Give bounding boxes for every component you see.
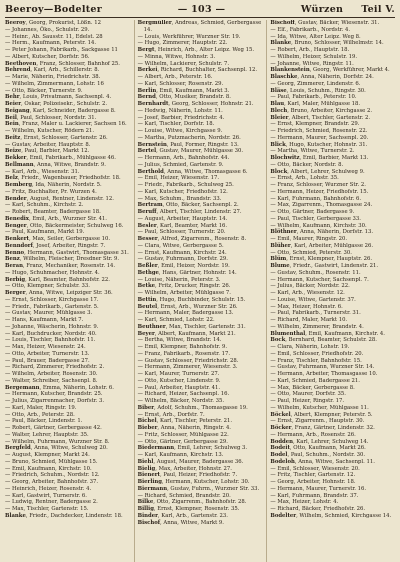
directory-entry: Bernhardt, Georg, Schlosser, Hohnstr. 21. [137, 101, 254, 107]
directory-entry: — Gustav, Schlosser, Friedrichstr. 28. [137, 357, 239, 364]
directory-entry: — Otto, Bäcker, Nordstr. 8. [270, 161, 344, 168]
directory-entry: — Hermann, Heizer, Friedhofstr. 15. [270, 188, 369, 195]
directory-entry: — Hermann, Maurer, Sachsenpl. 20. [270, 134, 369, 141]
directory-entry: — Emil, Maurer, Ringstr. 20. [270, 236, 348, 242]
directory-entry: Beruff, Albert, Tischler, Lindenstr. 27. [137, 209, 242, 215]
directory-entry: Beran, Franz, Mechaniker, Rosenstr. 14. [5, 263, 116, 269]
directory-entry: — Albert, Kutscher, Dorfstr. 56. [5, 53, 90, 60]
directory-entry: Bichel, Karl, Tischler, Peterstr. 21. [137, 418, 233, 425]
directory-entry: — Gustav, Fuhrmann, Wurzner Str. 14. [270, 364, 375, 371]
directory-entry: — Robert, Gärtner, Gerbergasse 42. [5, 425, 102, 431]
directory-entry: Bodeloh, Anna, Witwe, Sachsenpl. 11. [270, 458, 375, 465]
directory-entry: — Karl, Arb., Wiesenstr. 31. [5, 168, 80, 175]
directory-entry: — Louise, Witwe, Kirchgasse 9. [137, 128, 223, 134]
directory-entry: Bernd, Otto, Musiker, Brandstr. 8. [137, 94, 231, 101]
directory-entry: — Minna, Witwe, Hohnstr. 3. [137, 53, 216, 60]
directory-entry: Bienert, Paul, Heizer, Friedhofstr. 7. [137, 472, 238, 479]
directory-entry: — Otto, Arb., Peterstr. 28. [5, 411, 75, 418]
directory-entry: — Gustav, Arbeiter, Hauptstr. 8. [5, 141, 91, 148]
directory-entry: Bieber, Anna, Näherin, Ringstr. 4. [137, 425, 231, 431]
directory-entry: — Herm., Kaufmann, Peterstr. 14. [5, 40, 97, 47]
directory-entry: — Wilhelm, Zimmerer, Brandstr. 4. [270, 323, 364, 330]
directory-entry: — Georg, Zimmerer, Lindenstr. 6. [270, 80, 361, 87]
directory-entry: — Josef, Barbier, Friedrichstr. 4. [137, 114, 225, 121]
directory-entry: — Ernst, Arb., Dorfstr. 7. [137, 411, 205, 418]
directory-entry: Beitz, Ernst, Schlosser, Gartenstr. 26. [5, 134, 108, 141]
directory-entry: — Martha, Witwe, Turnerstr. 2. [270, 148, 355, 155]
directory-entry: — Karl, Schmied, Badergasse 21. [270, 377, 360, 384]
directory-entry: — Paul, Tischler, Gerbergasse 33. [270, 215, 361, 222]
directory-entry: — Max, Heizer, Lohstr. 4. [270, 499, 339, 506]
directory-entry: Bilke, Otto, Zigarrenm., Bahnhofstr. 28. [137, 499, 247, 506]
directory-entry: Bertram, Otto, Bäcker, Sachsenpl. 2. [137, 202, 239, 209]
directory-entry: — Ernst, Arb., Lohstr. 35. [270, 175, 339, 182]
directory-entry: — Franz, Fabrikarb., Rosenstr. 17. [137, 350, 231, 357]
directory-entry: — Hermann, Kutscher, Sachsenpl. 7. [270, 276, 369, 283]
directory-entry: — Ernst, Kaufmann, Kirchstr. 24. [137, 249, 227, 256]
directory-entry: — Paul, Kaufmann, Markt 19. [5, 229, 85, 236]
directory-entry: — Max, Schuhm., Brandstr. 33. [137, 195, 222, 202]
directory-entry: — August, Klempner, Markt 24. [5, 452, 90, 458]
directory-entry: — Karl, Schlosser, Rosenstr. 29. [137, 80, 224, 87]
directory-entry: — Ida, Witwe, Alter Leipz. Weg 8. [270, 33, 361, 40]
directory-entry: Bischof, Anna, Witwe, Markt 9. [137, 519, 224, 526]
directory-entry: Belz, Friedr., Wagenbauer, Friedhofstr. 18. [5, 175, 121, 182]
directory-entry: — Wilhelm, Fuhrmann, Wurzner Str. 8. [5, 438, 110, 445]
directory-entry: — Otto, Maurer, Dorfstr. 35. [270, 391, 346, 398]
directory-entry: — Paul, Heizer, Ringstr. 17. [270, 398, 345, 404]
directory-entry: — Louise, Witwe, Gartenstr. 37. [270, 296, 356, 303]
directory-entry: — Emil, Heizer, Wiesenstr. 17. [137, 175, 220, 182]
directory-entry: — Max, Zigarrenm., Thomasgasse 24. [270, 202, 373, 209]
directory-entry: — Johanne, Witwe, Ringstr. 11. [270, 60, 354, 67]
directory-entry: — Karl, Schuhm., Kirchstr. 2. [5, 202, 84, 209]
directory-entry: — Karl, Maurer, Turnerstr. 27. [137, 371, 220, 377]
directory-entry: — Otto, Gärtner, Badergasse 9. [270, 209, 355, 215]
directory-entry: Beuthner, Max, Tischler, Gartenstr. 31. [137, 323, 246, 330]
column-middle [134, 20, 263, 562]
directory-entry: — Otto, Klempner, Schulstr. 33. [5, 283, 90, 290]
column-right [266, 20, 395, 562]
directory-entry: — Otto, Kutscher, Lindenstr. 9. [137, 377, 221, 384]
directory-entry: — Emil, Klempner, Bahnhofstr. 9. [137, 344, 228, 350]
directory-entry: — Friedr., Fabrikarb., Gartenstr. 5. [5, 303, 99, 310]
directory-entry: — Clara, Näherin, Lohstr. 19. [270, 344, 350, 350]
directory-entry: Bodel, Paul, Schuhm., Nordstr. 30. [270, 452, 366, 458]
directory-entry: — Karl, Schmied, Lohstr. 22. [137, 317, 215, 323]
directory-entry: Beize, Paul, Barbier, Markt 12. [5, 148, 90, 155]
directory-entry: — Emil, Kaufmann, Kirchstr. 10. [5, 465, 92, 472]
directory-entry: — Max, Tischler, Gartenstr. 15. [5, 506, 89, 512]
directory-entry: — Walter, Lehrer, Hauptstr. 35. [5, 431, 89, 438]
directory-entry: — Johannes, Öko., Schulstr. 29. [5, 26, 90, 33]
directory-entry: Berger, Anna, Witwe, Leipziger Str. 36. [5, 290, 113, 296]
directory-entry: Blick, Hugo, Kutscher, Hohnstr. 31. [270, 141, 368, 148]
directory-entry: Benedix, Emil, Arb., Wurzner Str. 41. [5, 215, 107, 222]
directory-entry: Benno, Hermann, Gastwirt, Thomasgasse 31. [5, 249, 129, 256]
directory-entry: — Richard, Schmied, Brandstr. 20. [137, 492, 231, 499]
directory-entry: — Paul, Schlosser, Turnerstr. 20. [137, 229, 226, 236]
directory-entry: — Hermann, Maurer, Turnerstr. 16. [270, 485, 367, 492]
header-left: Beeroy—Bodelter [5, 4, 103, 15]
directory-entry: Biehl, August, Maurer, Badergasse 36. [137, 458, 244, 465]
directory-entry: — Fritz, Tischler, Gartenstr. 12. [270, 472, 356, 479]
directory-entry: — Wilhelm, Zimmermann, Lohstr. 16 [5, 80, 104, 87]
column-left [5, 20, 130, 562]
directory-entry: — Ernst, Zigarrenm., Hauptstr. 30. [270, 418, 365, 425]
directory-entry: — Bruno, Schmied, Mühlgasse 15. [5, 458, 98, 465]
directory-entry: — Albert, Arb., Peterstr. 16. [137, 74, 213, 80]
directory-entry: — Karl, Kutscher, Friedhofstr. 12. [137, 188, 228, 195]
directory-entry: Betke, Fritz, Drucker, Ringstr. 26. [137, 283, 231, 290]
directory-entry: — Hedwig, Näherin, Lohstr. 11. [137, 107, 223, 114]
directory-entry: Biber, Adolf, Schuhm., Thomasgasse 19. [137, 404, 248, 411]
directory-entry: — Fritz, Schlosser, Mühlgasse 22. [137, 431, 229, 438]
directory-entry: Binder, Karl, Arb., Gartenstr. 23. [137, 512, 228, 519]
directory-entry: — August, Arbeiter, Hauptstr. 14. [137, 215, 228, 222]
directory-entry: Blochwitz, Emil, Barbier, Markt 13. [270, 155, 369, 161]
directory-entry: — Gustav, Schuhm., Rosenstr. 11. [270, 269, 361, 276]
directory-entry: — Wilhelm, Bäcker, Nordstr. 35. [137, 398, 225, 404]
directory-entry: Behr, Louis, Privatmann, Sachsenpl. 4. [5, 94, 112, 101]
directory-entry: — Hermann, Arbeiter, Thomasgasse 10. [270, 371, 378, 377]
directory-entry: — Karl, Tischler, Dorfstr. 18. [137, 121, 215, 128]
directory-entry: Böcker, Franz, Gärtner, Lindenstr. 32. [270, 425, 375, 431]
directory-entry: — Franz, Tischler, Bahnhofstr. 15. [270, 357, 362, 364]
directory-entry: — Wilhelm, Kutscher, Mühlgasse 11. [270, 404, 369, 411]
directory-entry: Bekker, Emil, Fabrikarb., Mühlgasse 46. [5, 155, 116, 161]
directory-entry: Blankenstein, Georg, Werkführer, Markt 4. [270, 67, 390, 74]
directory-entry: — Gustav, Maurer, Mühlgasse 3. [5, 310, 93, 317]
directory-entry: — Johanne, Wäscherin, Hohnstr. 9. [5, 323, 99, 330]
directory-entry: Bodelter, Wilhelm, Schmied, Kirchgasse 14. [270, 512, 392, 519]
directory-entry: Bein, Franz, Maler u. Lackierer, Sachsen 16. [5, 121, 127, 128]
directory-entry: Biermann, Gustav, Fuhrm., Wurzner Str. 33. [137, 485, 260, 492]
directory-entry: Berkei, Richard, Buchhalter, Sachsenpl. 12. [137, 67, 258, 74]
directory-entry: Besler, Karl, Beamter, Markt 16. [137, 222, 228, 229]
directory-entry: — Max, Heizer, Hohnstr. 6. [270, 303, 343, 310]
directory-entry: Blanke, Bruno, Schlosser, Wilhelmstr. 14. [270, 40, 384, 47]
directory-entry: Benkert, Max, Seiler, Gerbergasse 10. [5, 236, 111, 242]
directory-entry: — Hermann, Arb., Rosenstr. 26. [270, 431, 356, 438]
header-city: Würzen [300, 4, 344, 15]
page-header [5, 4, 395, 18]
directory-entry: Bläse, Louis, Schuhm., Ringstr. 30. [270, 87, 366, 94]
directory-entry: Beeroy, Georg, Prokurist, Lößn. 12 [5, 20, 101, 26]
directory-entry: — Julius, Bäcker, Nordstr. 22. [270, 283, 350, 290]
directory-entry: — Max, Bäcker, Gerbergasse 8. [270, 384, 355, 391]
directory-entry: — Walter, Schreiber, Sachsenpl. 8. [5, 377, 98, 384]
directory-entry: Bernstein, Paul, Former, Ringstr. 13. [137, 141, 239, 148]
directory-entry: — Heinr., Ab. Sausstr. 11, Edelst. 28 [5, 33, 103, 40]
entry-columns [5, 20, 395, 562]
directory-entry: — Richard, Zimmerer, Friedhofstr. 2. [5, 364, 105, 371]
directory-entry: — Karl, Buchdrucker, Nordstr. 40. [5, 330, 97, 337]
directory-entry: Blüher, Karl, Arbeiter, Mühlgasse 26. [270, 242, 374, 249]
directory-entry: — Richard, Heizer, Sachsenpl. 16. [137, 391, 230, 398]
directory-entry: — Emil, Schlosser, Wiesenstr. 20. [270, 465, 360, 472]
directory-entry: Beigang, Karl, Schneider, Badergasse 8. [5, 107, 116, 114]
directory-entry: Bergt, Heinrich, Arb., Alter Leipz. Weg 15. [137, 47, 255, 53]
directory-entry: — Otto, Arbeiter, Turnerstr. 13. [5, 350, 90, 357]
directory-entry: — Wilhelm, Arbeiter, Rosenstr. 30. [5, 371, 98, 377]
directory-entry: Bodeit, Otto, Kaufmann, Markt 26. [270, 445, 366, 452]
directory-entry: — Wilhelm, Arbeiter, Mühlgasse 7. [137, 290, 231, 296]
directory-entry: — Richard, Maler, Markt 10. [270, 317, 348, 323]
directory-entry: — Karl, Maler, Ringstr. 19. [5, 404, 77, 411]
directory-entry: — Friedrich, Schuhm., Nordstr. 12. [5, 472, 100, 479]
directory-entry: Bethge, Hans, Gärtner, Hohnstr. 14. [137, 269, 237, 276]
directory-entry: — Ludwig, Rentner, Badergasse 2. [5, 499, 98, 506]
directory-entry: Bielig, Max, Arbeiter, Hohnstr. 27. [137, 465, 232, 472]
directory-entry: — Martha, Putzmacherin, Nordstr. 26. [137, 134, 241, 141]
directory-entry: — Fritz, Buchhalter, Pr. Wurzen 4. [5, 188, 97, 195]
directory-entry: — Georg, Arbeiter, Bahnhofstr. 37. [5, 479, 99, 485]
directory-entry: — Otto, Gärtner, Gerbergasse 29. [137, 438, 228, 445]
directory-entry: — Gustav, Fuhrmann, Dorfstr. 29. [137, 256, 228, 263]
directory-entry: Bleier, Albert, Tischler, Gartenstr. 2. [270, 114, 371, 121]
directory-entry: — Wilhelm, Heizer, Schulstr. 19. [270, 53, 358, 60]
directory-entry: — Franz, Schlosser, Wurzner Str. 2. [270, 182, 366, 188]
directory-entry: — Friedr., Fabrikarb., Schulweg 25. [137, 182, 234, 188]
directory-entry: — Louis, Tischler, Bahnhofstr. 11. [5, 337, 96, 344]
directory-entry: — Hans, Kaufmann, Markt 7. [5, 317, 84, 323]
directory-entry: — Richard, Bäcker, Friedhofstr. 26. [270, 506, 366, 512]
directory-entry: — Karl, Fuhrmann, Brandstr. 37. [270, 492, 359, 499]
directory-entry: — Georg, Arbeiter, Hohnstr. 18. [270, 479, 356, 485]
directory-entry: — Wilhelm, Lackierer, Schulstr. 7. [137, 60, 230, 67]
directory-entry: — Hugo, Schuhmacher, Hohnstr. 4. [5, 269, 100, 276]
directory-entry: — Hugo, Zimmerer, Hauptstr. 22. [137, 40, 228, 47]
directory-entry: — Elf., Fabrikarb., Nordstr. 4. [270, 26, 351, 33]
directory-entry: Behrend, Karl, Arb., Schillerstr. 8. [5, 67, 100, 74]
directory-entry: Blöthner, Anna, Näherin, Dorfstr. 13. [270, 229, 374, 236]
directory-entry: — Ernst, Schlosser, Kirchgasse 17. [5, 296, 99, 303]
directory-entry: — Emil, Schlosser, Friedhofstr. 20. [270, 350, 364, 357]
directory-entry: Berlin, Emil, Kaufmann, Markt 3. [137, 87, 230, 94]
directory-entry: Blaschke, Anna, Näherin, Dorfstr. 24. [270, 74, 374, 80]
header-part: Teil V. [361, 4, 395, 15]
directory-entry: — Otto, Bäcker, Turnerstr. 9. [5, 87, 83, 94]
directory-entry: — Bertha, Witwe, Brandstr. 14. [137, 337, 222, 344]
directory-entry: Besser, Alfred, Zigarrenm., Rosenstr. 8. [137, 236, 247, 242]
directory-entry: Beutel, Ernst, Arb., Wurzner Str. 26. [137, 303, 238, 310]
directory-entry: Blüm, Ernst, Klempner, Hauptstr. 26. [270, 256, 373, 263]
directory-entry: — Hermann, Kutscher, Brandstr. 25. [5, 391, 103, 398]
directory-entry: Bender, August, Rentner, Lindenstr. 12. [5, 195, 114, 202]
directory-entry: Biedermann, Emil, Lehrer, Schulweg 3. [137, 445, 248, 452]
directory-entry: — Julius, Zigarrenmacher, Dorfstr. 3. [5, 398, 105, 404]
directory-entry: Blau, Karl, Maler, Mühlgasse 18. [270, 101, 361, 107]
directory-entry: Block, Albert, Lehrer, Schulweg 9. [270, 168, 365, 175]
directory-entry: — Karl, Kaufmann, Kirchstr. 13. [137, 452, 224, 458]
directory-entry: — Paul, Bäcker, Lindenstr. 1. [5, 418, 83, 425]
directory-entry: — Ernst, Klempner, Brandstr. 29. [270, 121, 360, 128]
directory-entry: Bodden, Karl, Lehrer, Schulweg 14. [270, 438, 369, 445]
directory-entry: — Karl, Fuhrmann, Bahnhofstr. 6. [270, 195, 362, 202]
directory-entry: Bischoff, Gustav, Bäcker, Wiesenstr. 31. [270, 20, 380, 26]
directory-entry: Beethoven, Franz, Schlosser, Bahnhof 25. [5, 60, 120, 67]
directory-entry: — Paul, Fabrikarb., Peterstr. 10. [270, 94, 357, 101]
directory-entry: Bergemann, Emma, Näherin, Lohstr. 6. [5, 384, 114, 391]
directory-entry: Bemberg, Ida, Näherin, Nordstr. 5. [5, 182, 102, 188]
directory-entry: — Louise, Näherin, Peterstr. 3. [137, 276, 221, 283]
directory-entry: Bergfeld, Anna, Witwe, Schulweg 20. [5, 445, 108, 452]
directory-entry: Bellmann, Anna, Witwe, Brandstr. 9. [5, 161, 106, 168]
directory-entry: — Paul, Fabrikarb., Turnerstr. 31. [270, 310, 361, 317]
directory-entry: Beier, Oskar, Polizeisekr., Schulstr. 2. [5, 101, 108, 107]
directory-entry: Benndorf, Josef, Arbeiter, Ringstr. 7. [5, 242, 106, 249]
directory-entry: — Louis, Werkführer, Wurzner Str. 19. [137, 33, 241, 40]
directory-entry: — Robert, Arb., Hauptstr. 18. [270, 47, 350, 53]
directory-entry: Bertel, Gustav, Maurer, Mühlgasse 30. [137, 148, 244, 155]
directory-entry: Bergmüller, Andreas, Schmied, Gerbergasse 14. [137, 20, 262, 33]
directory-entry: Berthold, Anna, Witwe, Thomasgasse 6. [137, 168, 248, 175]
directory-entry: — Hermann, Zimmerer, Wiesenstr. 3. [137, 364, 238, 371]
header-right [301, 4, 395, 15]
directory-entry: — Clara, Witwe, Gerbergasse 5. [137, 242, 224, 249]
directory-entry: — Paul, Arbeiter, Hauptstr. 41. [137, 384, 221, 391]
directory-entry: Benz, Wilhelm, Fleischer, Dresdner Str. 9. [5, 256, 120, 263]
directory-entry: — Friedrich, Schmied, Rosenstr. 22. [270, 128, 368, 134]
directory-entry: — Paul, Brauer, Badergasse 27. [5, 357, 90, 364]
directory-entry: Beil, Paul, Schlosser, Nordstr. 31. [5, 114, 97, 121]
directory-entry: — Hermann, Maler, Badergasse 13. [137, 310, 234, 317]
directory-entry: — Karl, Gastwirt, Turnerstr. 6. [5, 492, 87, 499]
directory-entry: — Julius, Schmied, Gartenstr. 9. [137, 161, 224, 168]
directory-entry: — Peter Johann, Fabrikarb., Sackgasse 11 [5, 47, 118, 53]
directory-entry: Blanke, Friedr., Dachdecker, Lindenstr. 18. [5, 512, 123, 519]
directory-entry: Blumenthal, Emil, Kaufmann, Kirchstr. 4. [270, 330, 385, 337]
directory-entry: — Robert, Beamter, Badergasse 18. [5, 209, 101, 215]
directory-entry: Bierling, Hermann, Kutscher, Lohstr. 30. [137, 479, 250, 485]
directory-entry: Blume, Friedr., Gastwirt, Lindenstr. 21. [270, 263, 379, 269]
directory-entry: Bettin, Hugo, Buchbinder, Schulstr. 15. [137, 296, 246, 303]
directory-entry: — Karl, Arb., Wiesenstr. 12. [270, 290, 345, 296]
directory-entry: — Max, Heizer, Wiesenstr. 24. [5, 344, 86, 350]
directory-entry: — Heinrich, Heizer, Rosenstr. 4. [5, 485, 92, 492]
directory-entry: — Hermann, Arb., Bahnhofstr. 44. [137, 155, 230, 161]
directory-entry: Benger, Otto, Bäckermeister, Schulweg 16. [5, 222, 124, 229]
directory-entry: — Marie, Näherin, Friedrichstr. 38. [5, 74, 101, 80]
directory-entry: Berbig, Karl, Beamter, Bahnhofstr. 22. [5, 276, 110, 283]
directory-entry: — Otto, Schmied, Peterstr. 30. [270, 249, 352, 256]
page-number: — 103 — [177, 4, 226, 15]
directory-entry: Bock, Bernhard, Beamter, Schulstr. 28. [270, 337, 377, 344]
directory-entry: Billig, Ernst, Klempner, Rosenstr. 35. [137, 506, 240, 512]
directory-entry: Beyer, Albert, Kaufmann, Markt 21. [137, 330, 236, 337]
directory-entry: Beßler, Emil, Heizer, Nordstr. 19. [137, 263, 230, 269]
directory-entry: — Wilhelm, Kutscher, Rödern 21. [5, 128, 95, 134]
directory-entry: — Wilhelm, Kaufmann, Kirchstr. 30. [270, 222, 367, 229]
directory-entry: Blech, Bruno, Arbeiter, Kirchgasse 2. [270, 107, 373, 114]
directory-entry: Böckel, Albert, Klempner, Peterstr. 5. [270, 411, 373, 418]
